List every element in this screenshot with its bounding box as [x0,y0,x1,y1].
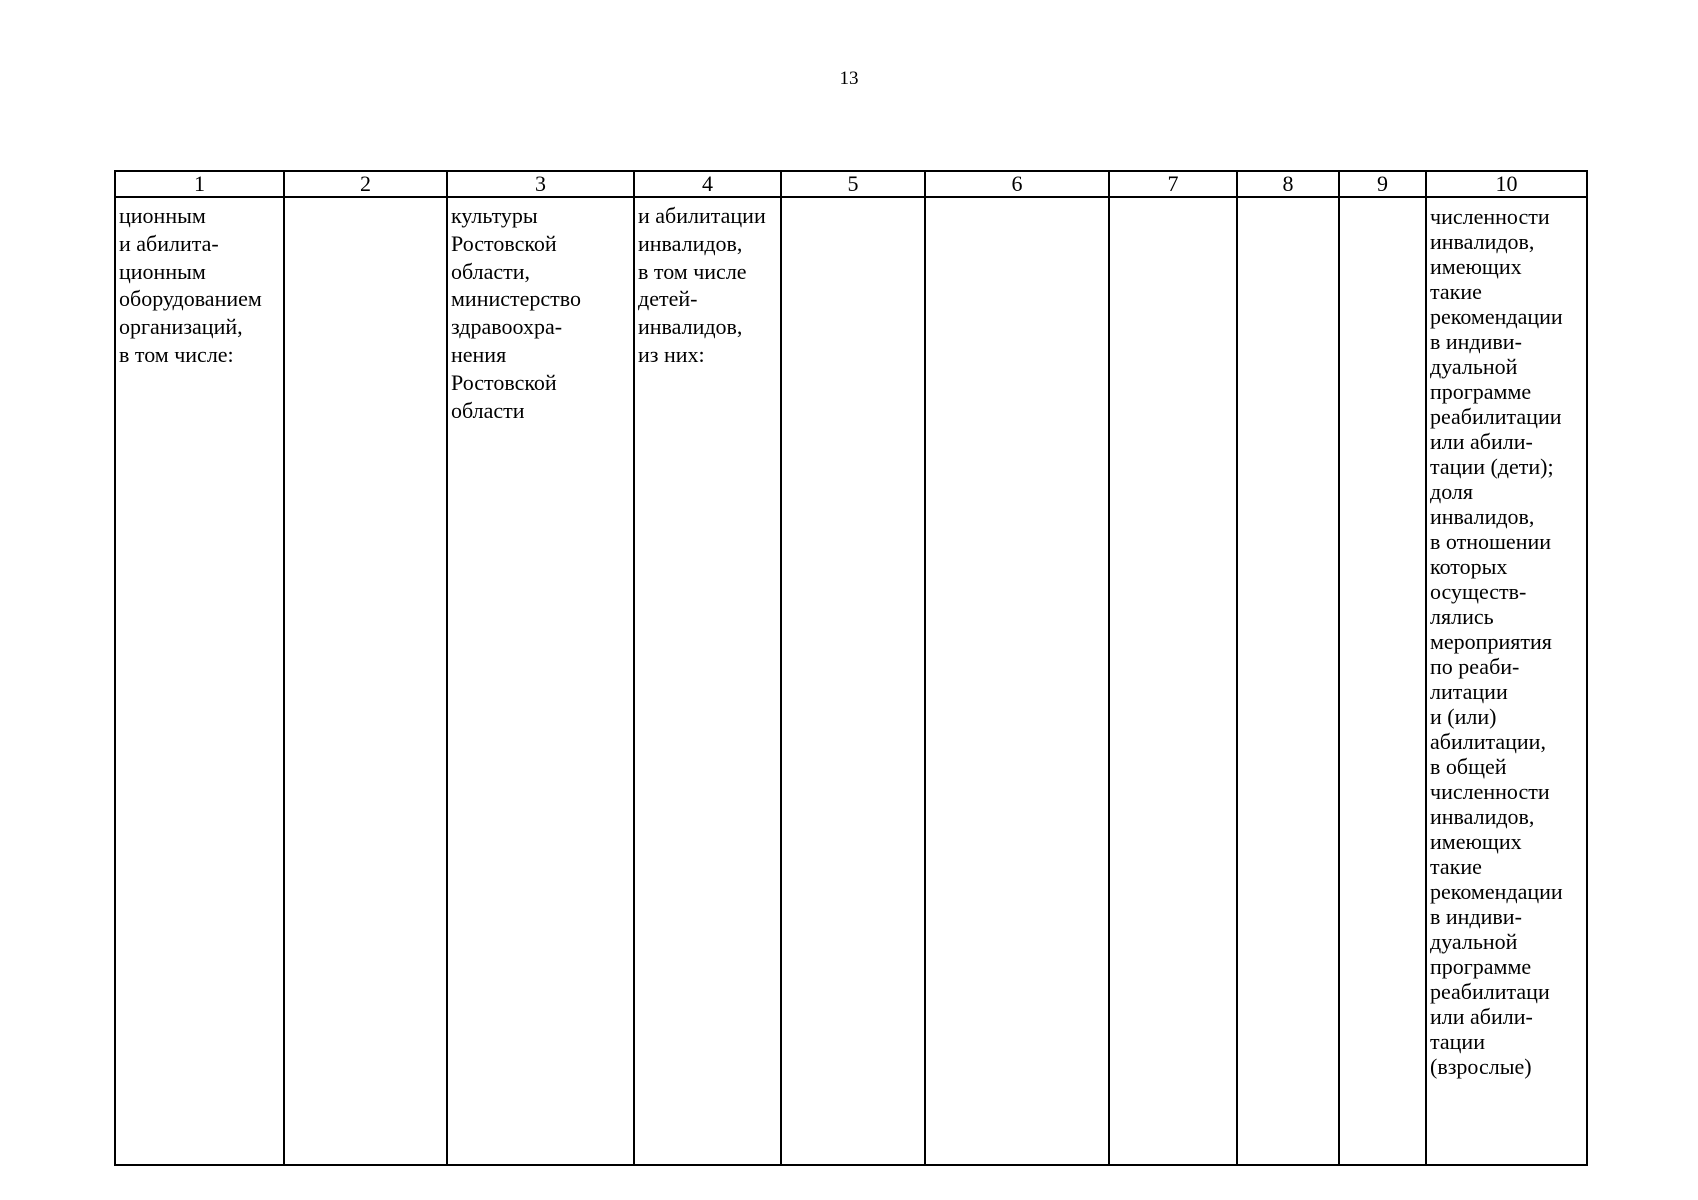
table-cell-2 [284,197,447,1165]
table-cell-1 [115,197,284,1165]
page-number: 13 [839,68,859,89]
cell-text-5 [782,198,924,202]
table-cell-3 [447,197,634,1165]
column-header-6: 6 [925,171,1109,197]
column-header-1: 1 [115,171,284,197]
cell-text-1: ционным и абилита- ционным оборудованием организаций, в том числе: [119,203,262,367]
column-header-3: 3 [447,171,634,197]
table-cell-6 [925,197,1109,1165]
column-header-8: 8 [1237,171,1339,197]
cell-text-3: культуры Ростовской области, министерство здравоохра- нения Ростовской области [451,203,582,423]
document-table [114,170,1588,1166]
table-cell-7 [1109,197,1237,1165]
table-cell-4 [634,197,781,1165]
column-header-2: 2 [284,171,447,197]
column-header-4: 4 [634,171,781,197]
cell-text-10: численности инвалидов, имеющих такие рекомендации в индиви- дуальной программе реабилитации или абили- тации (дети); доля инвалидов, в отношении которых осуществ- лялись мероприятия по реаби- литации и (или) абилитации, в общей численности инвалидов, имеющих такие рекомендации в индиви- дуальной программе реабилитаци или абили- тации (взрослые) [1430,204,1563,1079]
column-header-5: 5 [781,171,925,197]
column-header-9: 9 [1339,171,1426,197]
table-cell-10 [1426,197,1587,1165]
cell-text-9 [1340,198,1425,202]
table-cell-5 [781,197,925,1165]
column-header-7: 7 [1109,171,1237,197]
column-header-10: 10 [1426,171,1587,197]
cell-text-2 [285,198,446,202]
header-row [115,171,1587,197]
cell-text-4: и абилитации инвалидов, в том числе детей- инвалидов, из них: [638,203,766,367]
cell-text-8 [1238,198,1338,202]
cell-text-6 [926,198,1108,202]
table-cell-8 [1237,197,1339,1165]
table-cell-9 [1339,197,1426,1165]
cell-text-7 [1110,198,1236,202]
table-row [115,197,1587,1165]
